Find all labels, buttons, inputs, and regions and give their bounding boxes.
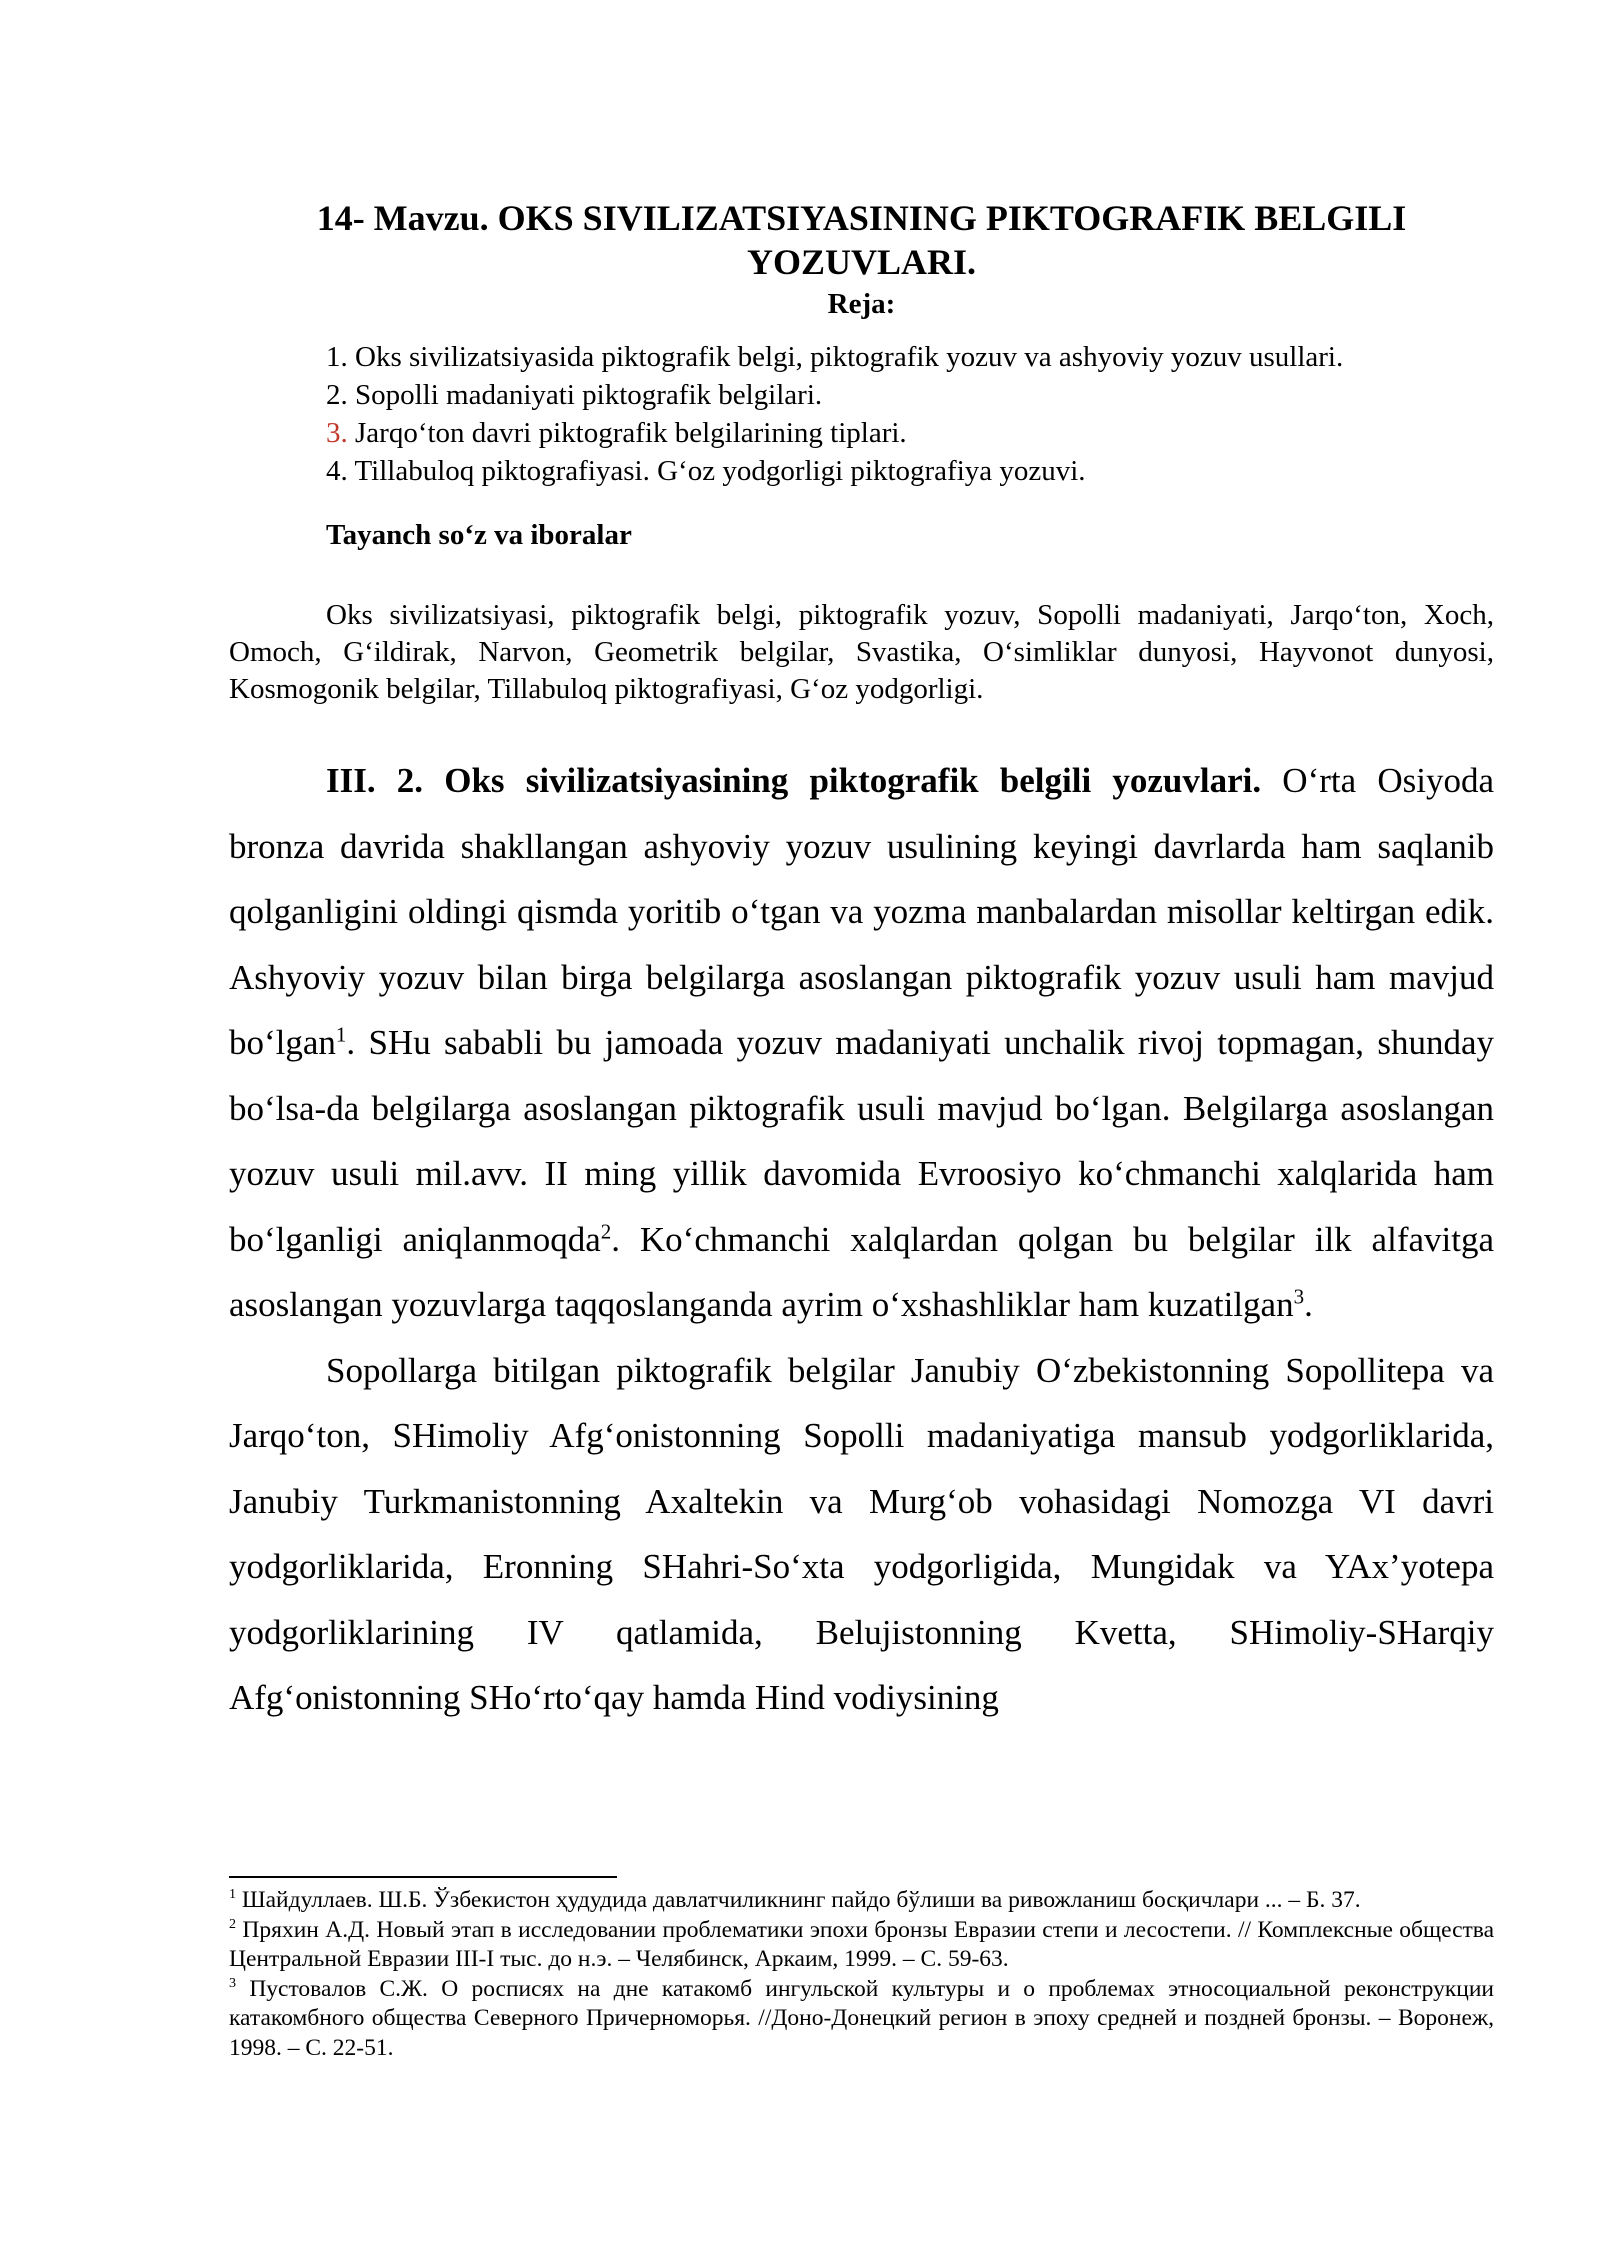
paragraph-text: . Ko‘chmanchi xalqlardan qolgan bu belgilar ilk alfavitga asoslangan yozuvlarga taqqoslanganda ayrim o‘xshashliklar ham kuzatilgan: [229, 1219, 1494, 1324]
plan-item-text: Oks sivilizatsiyasida piktografik belgi, piktografik yozuv va ashyoviy yozuv usullari.: [347, 341, 1344, 373]
plan-item: [326, 376, 1496, 414]
footnote: [229, 1886, 1494, 1916]
footnote-separator: [229, 1876, 617, 1878]
plan-heading: Reja:: [827, 288, 896, 320]
plan-item-text: Jarqo‘ton davri piktografik belgilarining tiplari.: [347, 417, 907, 449]
plan-item-number: 2.: [326, 379, 348, 411]
paragraph-text: .: [1304, 1285, 1313, 1324]
paragraph-text: . SHu sababli bu jamoada yozuv madaniyati unchalik rivoj topmagan, shunday bo‘lsa-da belgilarga asoslangan piktografik usuli mavjud bo‘lgan. Belgilarga asoslangan yozuv usuli mil.avv. II ming yillik davomida Evroosiyo ko‘chmanchi xalqlarida ham bo‘lganligi aniqlanmoqda: [229, 1023, 1494, 1259]
plan-item-text: Sopolli madaniyati piktografik belgilari.: [347, 379, 823, 411]
footnote-text: Пряхин А.Д. Новый этап в исследовании проблематики эпохи бронзы Евразии степи и лесостепи. // Комплексные общества Центральной Евразии III-I тыс. до н.э. – Челябинск, Аркаим, 1999. – С. 59-63.: [229, 1916, 1494, 1972]
keywords-paragraph: Oks sivilizatsiyasi, piktografik belgi, piktografik yozuv, Sopolli madaniyati, Jarqo‘ton, Xoch, Omoch, G‘ildirak, Narvon, Geometrik belgilar, Svastika, O‘simliklar dunyosi, Hayvonot dunyosi, Kosmogonik belgilar, Tillabuloq piktografiyasi, G‘oz yodgorligi.: [229, 599, 1494, 705]
plan-item-number: 1.: [326, 341, 348, 373]
footnotes: [229, 1886, 1494, 2063]
footnote-text: Пустовалов С.Ж. О росписях на дне катакомб ингульской культуры и о проблемах этносоциальной реконструкции катакомбного общества Северного Причерноморья. //Доно-Донецкий регион в эпоху средней и поздней бронзы. – Воронеж, 1998. – С. 22-51.: [229, 1975, 1494, 2061]
paragraph: Sopollarga bitilgan piktografik belgilar Janubiy O‘zbekistonning Sopollitepa va Jarqo‘ton, SHimoliy Afg‘onistonning Sopolli madaniyatiga mansub yodgorliklarida, Janubiy Turkmanistonning Axaltekin va Murg‘ob vohasidagi Nomozga VI davri yodgorliklarida, Eronning SHahri-So‘xta yodgorligida, Mungidak va YAx’yotepa yodgorliklarining IV qatlamida, Belujistonning Kvetta, SHimoliy-SHarqiy Afg‘onistonning SHo‘rto‘qay hamda Hind vodiysining: [229, 1350, 1494, 1717]
footnote-ref[interactable]: 1: [335, 1022, 347, 1047]
plan-item-number: 4.: [326, 455, 348, 487]
footnote-ref[interactable]: 3: [1293, 1284, 1305, 1309]
main-text: [229, 748, 1494, 1731]
keywords-heading: Tayanch so‘z va iboralar: [326, 519, 632, 551]
plan-item: [326, 338, 1496, 376]
section-heading: III. 2. Oks sivilizatsiyasining piktografik belgili yozuvlari.: [326, 761, 1262, 800]
footnote-number: 2: [229, 1915, 237, 1932]
paragraph: [229, 748, 1494, 1338]
footnote-ref[interactable]: 2: [600, 1218, 612, 1243]
plan-item-number: 3.: [326, 417, 348, 449]
footnote: [229, 1975, 1494, 2064]
footnote: [229, 1916, 1494, 1975]
footnote-number: 3: [229, 1974, 237, 1991]
plan-list: [326, 338, 1496, 490]
plan-item: [326, 414, 1496, 452]
plan-item: [326, 452, 1496, 490]
plan-item-text: Tillabuloq piktografiyasi. G‘oz yodgorligi piktografiya yozuvi.: [347, 455, 1086, 487]
page-title: 14- Mavzu. OKS SIVILIZATSIYASINING PIKTOGRAFIK BELGILI YOZUVLARI.: [316, 198, 1407, 282]
footnote-text: Шайдуллаев. Ш.Б. Ўзбекистон ҳудудида давлатчиликнинг пайдо бўлиши ва ривожланиш босқичлари ... – Б. 37.: [236, 1887, 1361, 1913]
footnote-number: 1: [229, 1886, 237, 1903]
paragraph-text: O‘rta Osiyoda bronza davrida shakllangan ashyoviy yozuv usulining keyingi davrlarda ham saqlanib qolganligini oldingi qismda yoritib o‘tgan va yozma manbalardan misollar keltirgan edik. Ashyoviy yozuv bilan birga belgilarga asoslangan piktografik yozuv usuli ham mavjud bo‘lgan: [229, 761, 1494, 1062]
